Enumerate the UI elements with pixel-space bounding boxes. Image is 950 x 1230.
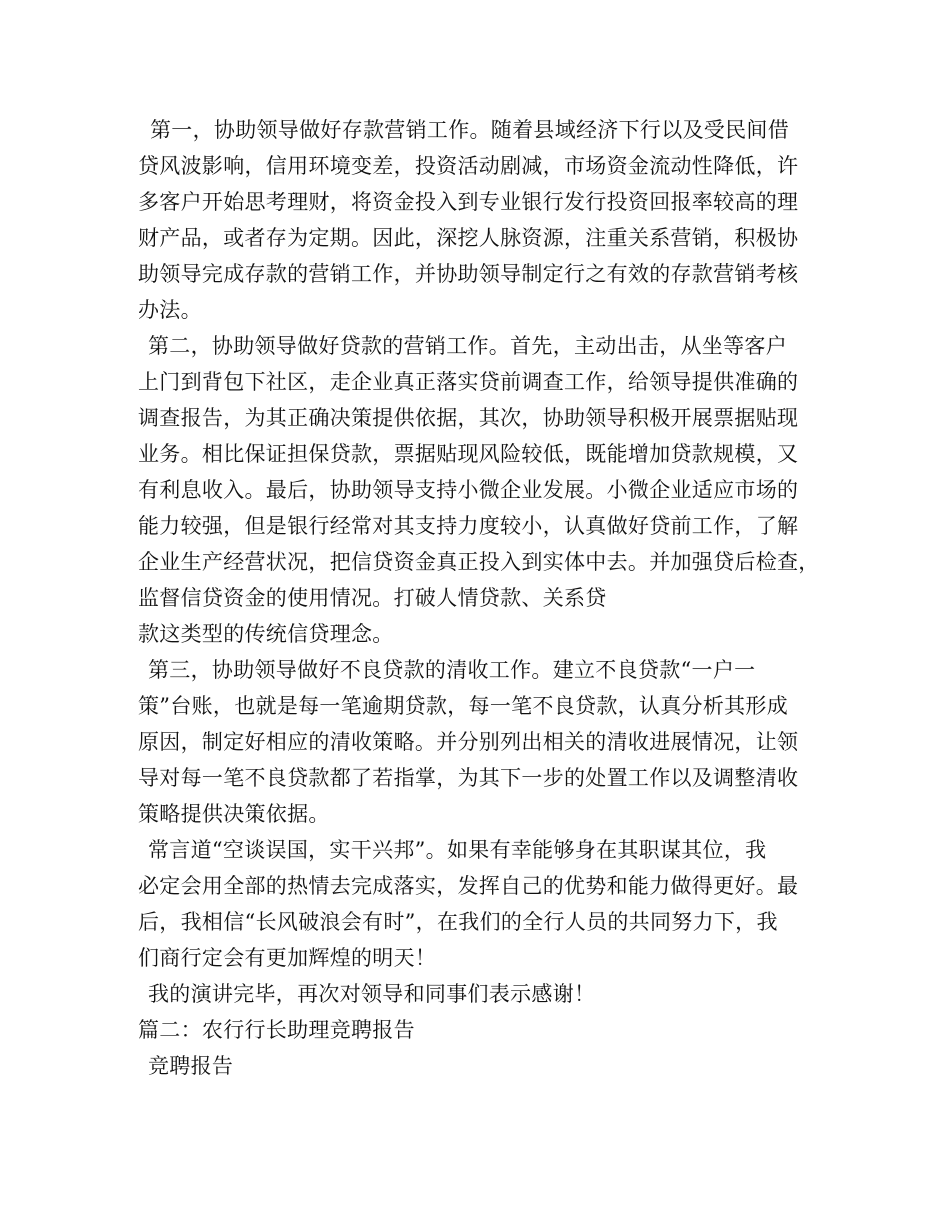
section-heading: 篇二：农行行长助理竞聘报告: [138, 1018, 415, 1042]
paragraph-line: 原因，制定好相应的清收策略。并分别列出相关的清收进展情况，让领: [138, 730, 799, 754]
paragraph-line: 有利息收入。最后，协助领导支持小微企业发展。小微企业适应市场的: [138, 478, 799, 502]
paragraph-line: 策略提供决策依据。: [138, 802, 330, 826]
paragraph-line: 监督信贷资金的使用情况。打破人情贷款、关系贷: [138, 586, 607, 610]
paragraph-line: 常言道“空谈误国，实干兴邦”。如果有幸能够身在其职谋其位，我: [148, 838, 767, 862]
paragraph-line: 办法。: [138, 298, 202, 322]
paragraph-line: 第一，协助领导做好存款营销工作。随着县域经济下行以及受民间借: [150, 118, 789, 142]
paragraph-line: 财产品，或者存为定期。因此，深挖人脉资源，注重关系营销，积极协: [138, 226, 799, 250]
subsection-heading: 竞聘报告: [148, 1054, 234, 1078]
paragraph-line: 能力较强，但是银行经常对其支持力度较小，认真做好贷前工作，了解: [138, 514, 799, 538]
paragraph-line: 业务。相比保证担保贷款，票据贴现风险较低，既能增加贷款规模，又: [138, 442, 799, 466]
paragraph-line: 导对每一笔不良贷款都了若指掌，为其下一步的处置工作以及调整清收: [138, 766, 799, 790]
paragraph-line: 第三，协助领导做好不良贷款的清收工作。建立不良贷款“一户一: [148, 658, 756, 682]
paragraph-line: 策”台账，也就是每一笔逾期贷款，每一笔不良贷款，认真分析其形成: [138, 694, 789, 718]
paragraph-line: 第二，协助领导做好贷款的营销工作。首先，主动出击，从坐等客户: [148, 334, 787, 358]
paragraph-line: 贷风波影响，信用环境变差，投资活动剧减，市场资金流动性降低，许: [138, 154, 799, 178]
paragraph-line: 多客户开始思考理财，将资金投入到专业银行发行投资回报率较高的理: [138, 190, 799, 214]
paragraph-line: 必定会用全部的热情去完成落实，发挥自己的优势和能力做得更好。最: [138, 874, 799, 898]
paragraph-line: 企业生产经营状况，把信贷资金真正投入到实体中去。并加强贷后检查，: [138, 550, 820, 574]
document-body: [138, 112, 828, 1084]
paragraph-line: 调查报告，为其正确决策提供依据，其次，协助领导积极开展票据贴现: [138, 406, 799, 430]
paragraph-line: 们商行定会有更加辉煌的明天！: [138, 946, 437, 970]
paragraph-line: 款这类型的传统信贷理念。: [138, 622, 394, 646]
paragraph-line: 后，我相信“长风破浪会有时”，在我们的全行人员的共同努力下，我: [138, 910, 778, 934]
paragraph-line: 我的演讲完毕，再次对领导和同事们表示感谢！: [148, 982, 596, 1006]
paragraph-line: 上门到背包下社区，走企业真正落实贷前调查工作，给领导提供准确的: [138, 370, 799, 394]
paragraph-line: 助领导完成存款的营销工作，并协助领导制定行之有效的存款营销考核: [138, 262, 799, 286]
